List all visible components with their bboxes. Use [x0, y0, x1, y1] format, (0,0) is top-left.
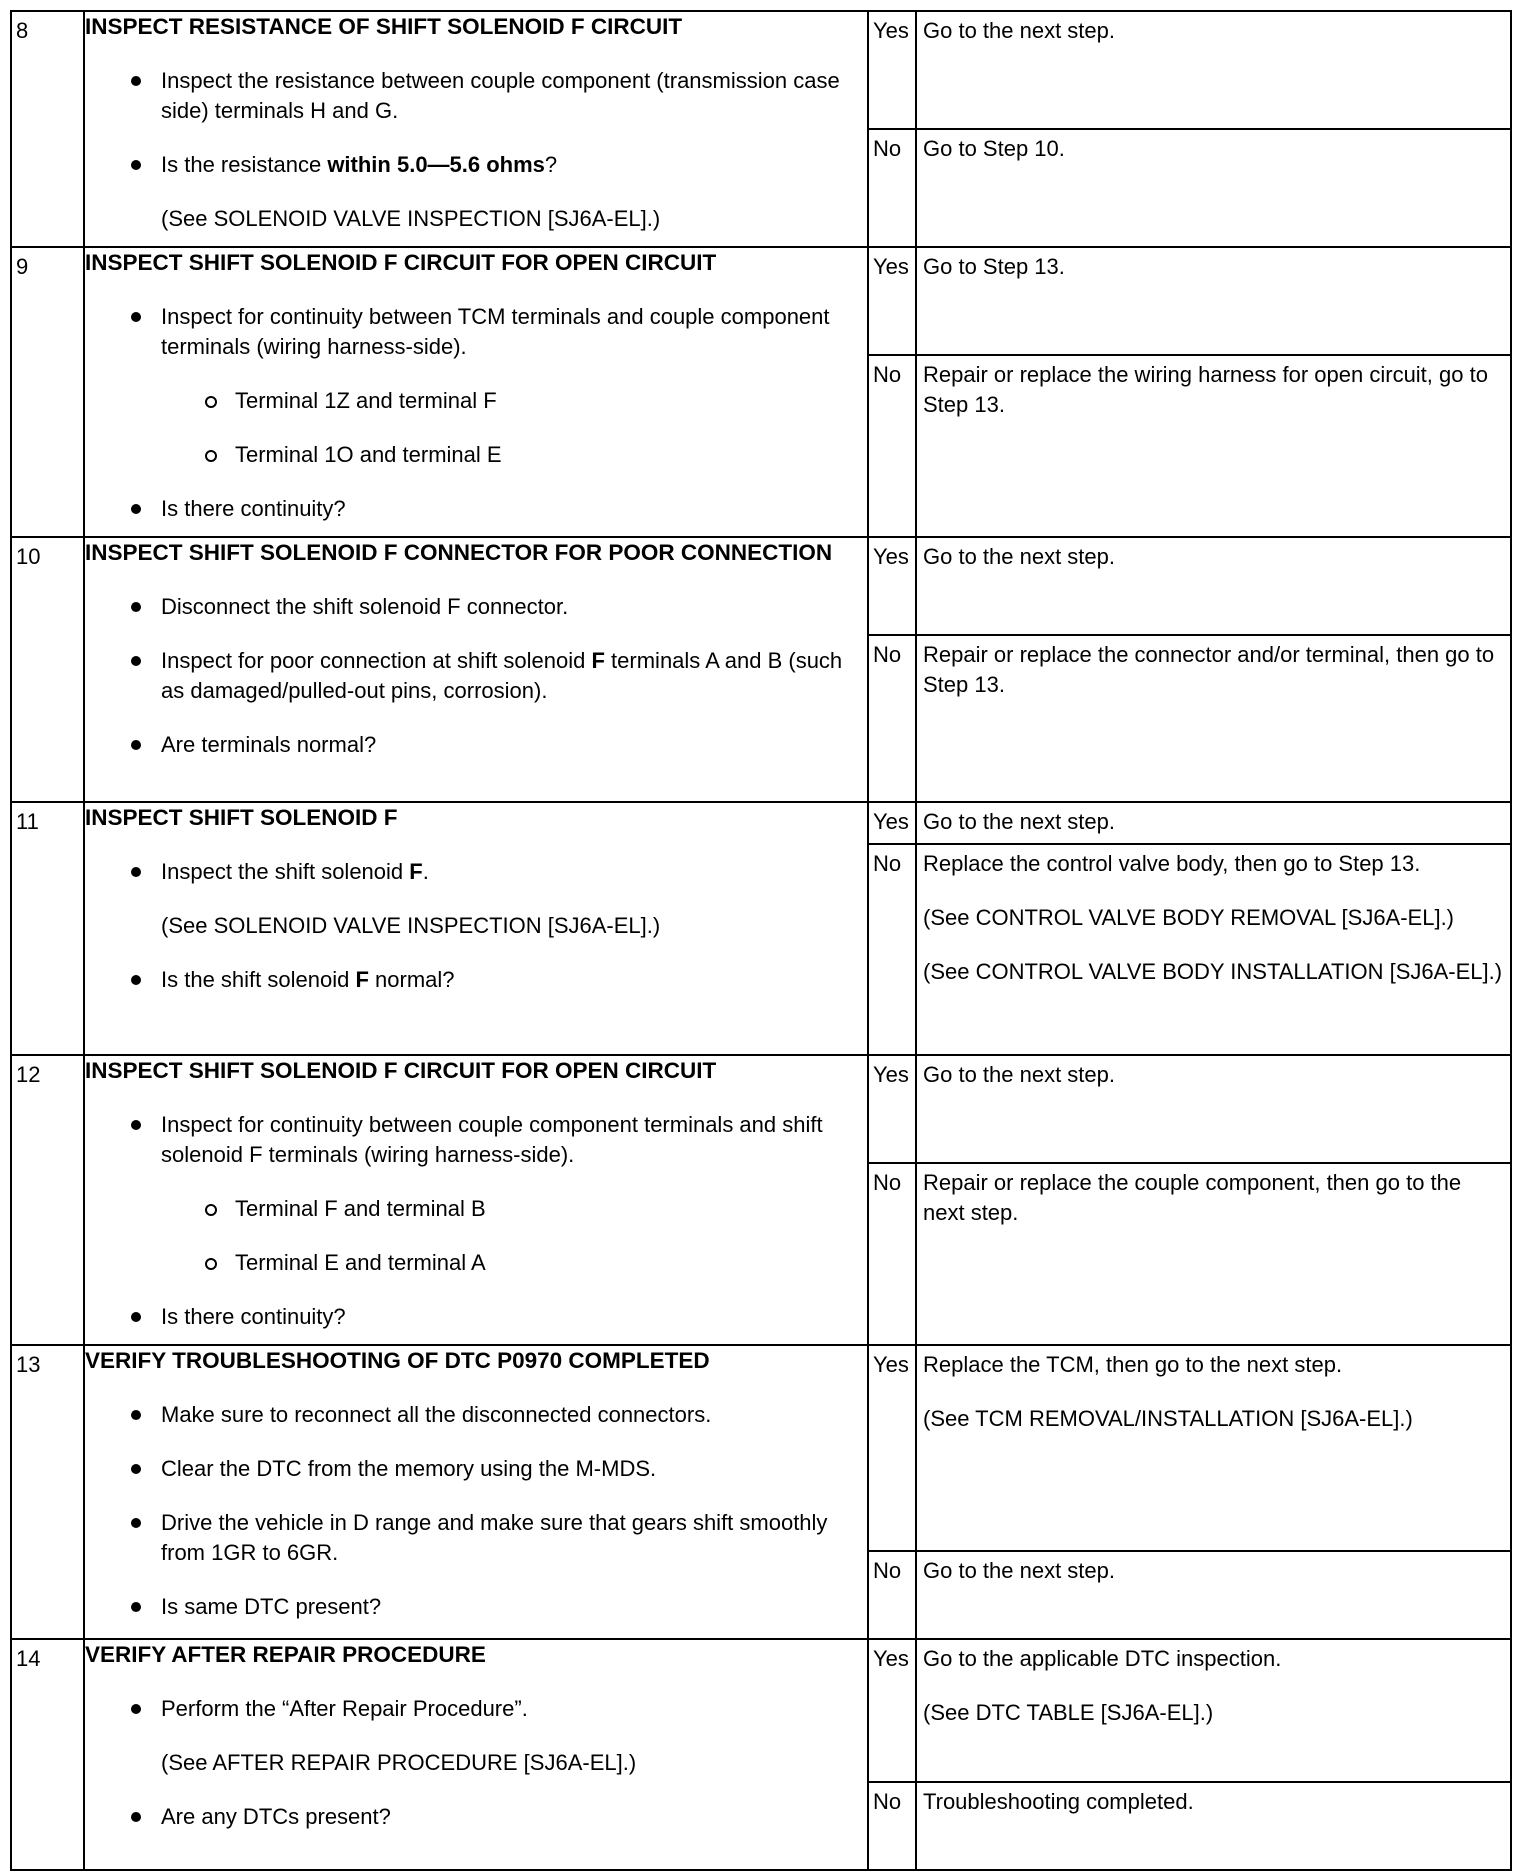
- item-text-pre: Inspect the shift solenoid: [161, 859, 410, 884]
- bullet-item: [85, 1802, 867, 1832]
- yes-label-cell: [868, 1055, 916, 1163]
- no-result-line: Replace the control valve body, then go to Step 13.: [923, 851, 1421, 876]
- no-label-cell: [868, 1163, 916, 1345]
- troubleshooting-table: [10, 10, 1512, 1871]
- item-text: Inspect the resistance between couple component (transmission case side) terminals H and G.: [161, 68, 840, 123]
- item-text: Disconnect the shift solenoid F connector.: [161, 594, 569, 619]
- item-text-post: .: [422, 859, 429, 884]
- yes-label-cell: [868, 1639, 916, 1782]
- yes-result: [917, 1346, 1510, 1438]
- step-instructions-cell: [84, 247, 868, 537]
- item-text-bold: F: [591, 648, 605, 673]
- item-text: (See SOLENOID VALVE INSPECTION [SJ6A-EL].): [161, 913, 661, 938]
- no-result-cell: [916, 355, 1511, 537]
- yes-result-cell: [916, 802, 1511, 844]
- no-result-cell: [916, 1163, 1511, 1345]
- step-number-cell: [11, 1055, 84, 1345]
- step-number: 11: [16, 809, 39, 834]
- yes-label: Yes: [873, 1646, 909, 1671]
- bullet-item: [85, 494, 867, 524]
- yes-result-cell: [916, 11, 1511, 129]
- yes-label-cell: [868, 11, 916, 129]
- step-number-cell: [11, 1345, 84, 1639]
- bullet-item: [85, 730, 867, 760]
- no-result: [917, 130, 1510, 168]
- no-result: [917, 1164, 1510, 1232]
- yes-label-cell: [868, 1345, 916, 1551]
- item-text: Is there continuity?: [161, 496, 346, 521]
- yes-result-cell: [916, 537, 1511, 635]
- no-result-cell: [916, 129, 1511, 247]
- no-label: No: [873, 1558, 902, 1583]
- no-result: [917, 356, 1510, 424]
- step-title: INSPECT SHIFT SOLENOID F: [85, 805, 398, 830]
- bullet-item: [85, 1508, 867, 1568]
- bullet-item: [85, 1400, 867, 1430]
- step-title: VERIFY TROUBLESHOOTING OF DTC P0970 COMPLETED: [85, 1348, 710, 1373]
- no-result-line: Repair or replace the wiring harness for open circuit, go to Step 13.: [923, 362, 1488, 417]
- no-label-cell: [868, 844, 916, 1055]
- yes-result-cell: [916, 1639, 1511, 1782]
- no-label: No: [873, 642, 902, 667]
- item-text: Are terminals normal?: [161, 732, 377, 757]
- bullet-item: [85, 1592, 867, 1622]
- step-13-yes-row: [11, 1345, 1511, 1551]
- bullet-item: [85, 857, 867, 887]
- yes-label: Yes: [873, 544, 909, 569]
- no-label: No: [873, 851, 902, 876]
- item-text: Is same DTC present?: [161, 1594, 382, 1619]
- no-label-cell: [868, 1551, 916, 1639]
- item-text: (See AFTER REPAIR PROCEDURE [SJ6A-EL].): [161, 1750, 637, 1775]
- step-14-yes-row: [11, 1639, 1511, 1782]
- no-label-cell: [868, 1782, 916, 1870]
- sub-bullet-item: [85, 386, 867, 416]
- bullet-item: [85, 1110, 867, 1170]
- step-title: INSPECT RESISTANCE OF SHIFT SOLENOID F CIRCUIT: [85, 14, 683, 39]
- step-title: INSPECT SHIFT SOLENOID F CIRCUIT FOR OPEN CIRCUIT: [85, 250, 717, 275]
- no-result-line: (See CONTROL VALVE BODY INSTALLATION [SJ6A-EL].): [923, 959, 1503, 984]
- step-instructions-cell: [84, 537, 868, 802]
- no-label: No: [873, 1789, 902, 1814]
- step-number: 13: [16, 1352, 41, 1377]
- yes-label-cell: [868, 247, 916, 355]
- bullet-item: [85, 592, 867, 622]
- no-label-cell: [868, 129, 916, 247]
- item-text: (See SOLENOID VALVE INSPECTION [SJ6A-EL].): [161, 206, 661, 231]
- yes-result: [917, 1640, 1510, 1732]
- yes-result-line: (See DTC TABLE [SJ6A-EL].): [923, 1700, 1214, 1725]
- step-instructions-cell: [84, 11, 868, 247]
- step-number-cell: [11, 1639, 84, 1870]
- yes-result-line: Go to the applicable DTC inspection.: [923, 1646, 1282, 1671]
- step-number: 12: [16, 1062, 41, 1087]
- step-number-cell: [11, 802, 84, 1055]
- step-number-cell: [11, 11, 84, 247]
- yes-label: Yes: [873, 1062, 909, 1087]
- yes-result-line: (See TCM REMOVAL/INSTALLATION [SJ6A-EL].): [923, 1406, 1413, 1431]
- no-result-line: Repair or replace the connector and/or terminal, then go to Step 13.: [923, 642, 1495, 697]
- yes-result: [917, 12, 1510, 50]
- item-text: Terminal 1Z and terminal F: [235, 388, 497, 413]
- no-result-line: Troubleshooting completed.: [923, 1789, 1194, 1814]
- yes-label-cell: [868, 537, 916, 635]
- step-10-yes-row: [11, 537, 1511, 635]
- item-text-post: normal?: [368, 967, 455, 992]
- yes-result-line: Go to the next step.: [923, 18, 1116, 43]
- no-result-cell: [916, 1551, 1511, 1639]
- yes-result-line: Go to the next step.: [923, 809, 1116, 834]
- yes-result-line: Replace the TCM, then go to the next step.: [923, 1352, 1343, 1377]
- no-label-cell: [868, 355, 916, 537]
- no-result-line: Go to Step 10.: [923, 136, 1065, 161]
- yes-result: [917, 248, 1510, 286]
- step-8-yes-row: [11, 11, 1511, 129]
- step-title: INSPECT SHIFT SOLENOID F CONNECTOR FOR POOR CONNECTION: [85, 540, 833, 565]
- yes-result: [917, 803, 1510, 841]
- item-text: Drive the vehicle in D range and make sure that gears shift smoothly from 1GR to 6GR.: [161, 1510, 828, 1565]
- item-text-bold: F: [355, 967, 369, 992]
- yes-result: [917, 538, 1510, 576]
- no-result-cell: [916, 1782, 1511, 1870]
- sub-bullet-item: [85, 1248, 867, 1278]
- no-label: No: [873, 136, 902, 161]
- item-text: Clear the DTC from the memory using the M-MDS.: [161, 1456, 657, 1481]
- bullet-item: [85, 66, 867, 126]
- step-instructions-cell: [84, 1055, 868, 1345]
- item-text-bold: F: [409, 859, 423, 884]
- item-text: Perform the “After Repair Procedure”.: [161, 1696, 528, 1721]
- bullet-item: [85, 150, 867, 180]
- yes-label: Yes: [873, 18, 909, 43]
- bullet-item: [85, 1302, 867, 1332]
- yes-result-line: Go to the next step.: [923, 544, 1116, 569]
- yes-label: Yes: [873, 809, 909, 834]
- no-result-cell: [916, 844, 1511, 1055]
- step-number: 14: [16, 1646, 41, 1671]
- item-text: Terminal 1O and terminal E: [235, 442, 502, 467]
- step-title: VERIFY AFTER REPAIR PROCEDURE: [85, 1642, 486, 1667]
- yes-result-line: Go to the next step.: [923, 1062, 1116, 1087]
- no-result: [917, 1552, 1510, 1590]
- bullet-item: [85, 646, 867, 706]
- no-label-cell: [868, 635, 916, 802]
- reference-note: [85, 204, 867, 234]
- sub-bullet-item: [85, 1194, 867, 1224]
- yes-result-cell: [916, 1055, 1511, 1163]
- item-text: Make sure to reconnect all the disconnected connectors.: [161, 1402, 712, 1427]
- step-11-yes-row: [11, 802, 1511, 844]
- yes-result-line: Go to Step 13.: [923, 254, 1065, 279]
- item-text-bold: within 5.0—5.6 ohms: [327, 152, 545, 177]
- reference-note: [85, 1748, 867, 1778]
- no-result-line: (See CONTROL VALVE BODY REMOVAL [SJ6A-EL].): [923, 905, 1455, 930]
- item-text: Terminal E and terminal A: [235, 1250, 486, 1275]
- step-number: 10: [16, 544, 41, 569]
- yes-result-cell: [916, 247, 1511, 355]
- yes-label: Yes: [873, 1352, 909, 1377]
- sub-bullet-item: [85, 440, 867, 470]
- no-label: No: [873, 362, 902, 387]
- bullet-item: [85, 965, 867, 995]
- no-result-cell: [916, 635, 1511, 802]
- step-instructions-cell: [84, 1639, 868, 1870]
- step-12-yes-row: [11, 1055, 1511, 1163]
- item-text-pre: Inspect for poor connection at shift solenoid: [161, 648, 592, 673]
- bullet-item: [85, 1454, 867, 1484]
- no-result: [917, 636, 1510, 704]
- step-number-cell: [11, 537, 84, 802]
- step-instructions-cell: [84, 1345, 868, 1639]
- item-text: Inspect for continuity between TCM terminals and couple component terminals (wiring harness-side).: [161, 304, 830, 359]
- step-9-yes-row: [11, 247, 1511, 355]
- item-text-pre: Is the resistance: [161, 152, 328, 177]
- no-label: No: [873, 1170, 902, 1195]
- no-result: [917, 845, 1510, 991]
- item-text: Terminal F and terminal B: [235, 1196, 486, 1221]
- yes-label: Yes: [873, 254, 909, 279]
- reference-note: [85, 911, 867, 941]
- no-result-line: Go to the next step.: [923, 1558, 1116, 1583]
- item-text: Inspect for continuity between couple component terminals and shift solenoid F terminals (wiring harness-side).: [161, 1112, 823, 1167]
- yes-result: [917, 1056, 1510, 1094]
- step-number: 9: [16, 254, 29, 279]
- item-text-post: ?: [544, 152, 558, 177]
- step-instructions-cell: [84, 802, 868, 1055]
- step-title: INSPECT SHIFT SOLENOID F CIRCUIT FOR OPEN CIRCUIT: [85, 1058, 717, 1083]
- bullet-item: [85, 1694, 867, 1724]
- item-text-pre: Is the shift solenoid: [161, 967, 356, 992]
- no-result: [917, 1783, 1510, 1821]
- item-text-post: terminals A and B (such as damaged/pulled-out pins, corrosion).: [161, 648, 843, 703]
- item-text: Are any DTCs present?: [161, 1804, 391, 1829]
- yes-label-cell: [868, 802, 916, 844]
- step-number: 8: [16, 18, 29, 43]
- item-text: Is there continuity?: [161, 1304, 346, 1329]
- no-result-line: Repair or replace the couple component, then go to the next step.: [923, 1170, 1462, 1225]
- yes-result-cell: [916, 1345, 1511, 1551]
- bullet-item: [85, 302, 867, 362]
- step-number-cell: [11, 247, 84, 537]
